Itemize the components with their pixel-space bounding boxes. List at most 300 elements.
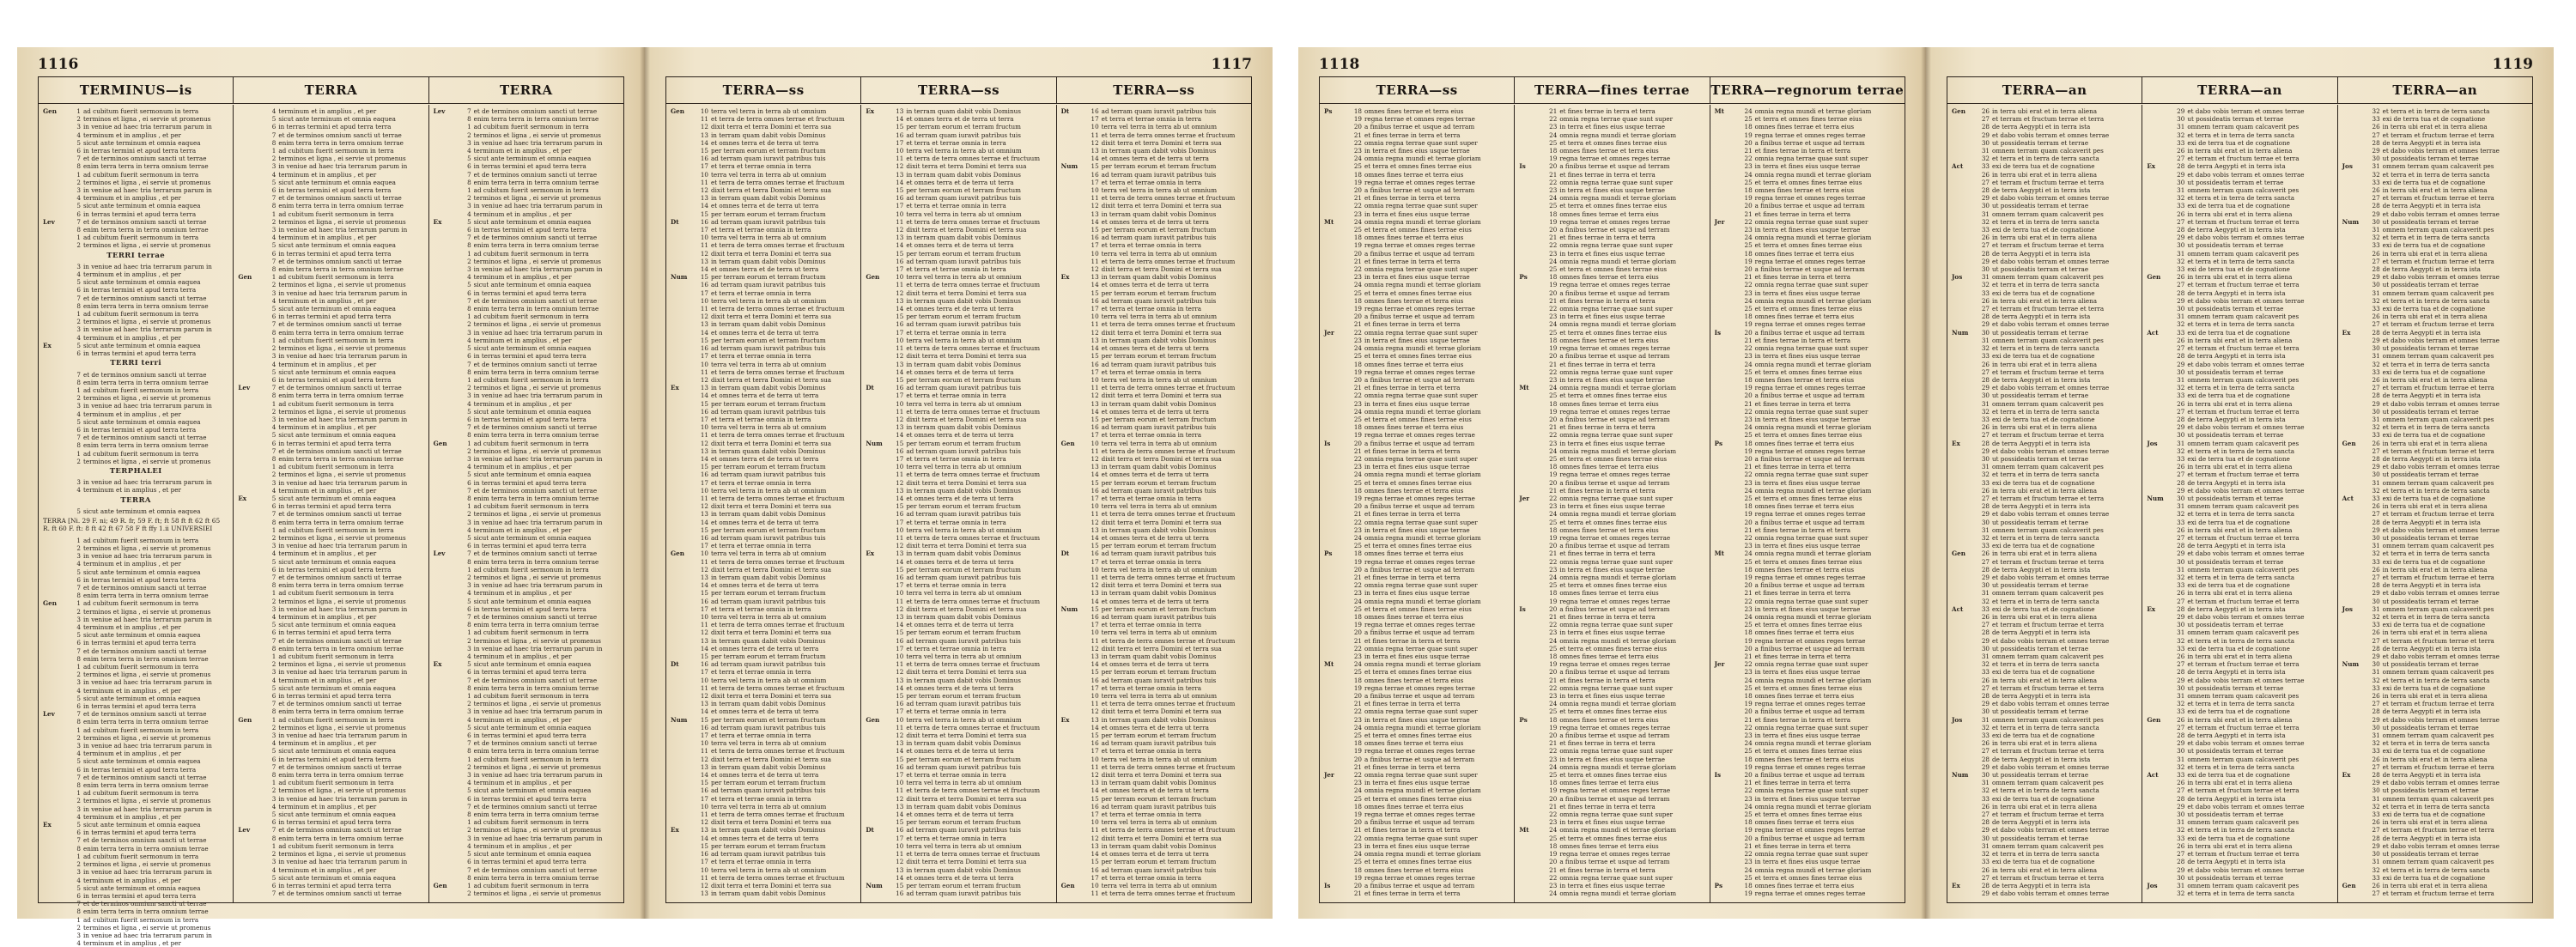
concordance-line [238, 510, 423, 518]
context-text: et fines terrae in terra et terra [1559, 549, 1656, 558]
concordance-line [238, 400, 423, 408]
context-text: et dabo vobis terram et omnes terrae [2187, 802, 2305, 810]
concordance-line [671, 621, 856, 628]
context-text: in terra ubi erat et in terra aliena [1992, 549, 2098, 558]
context-text: et de terminos omnium sancti ut terrae [83, 900, 207, 908]
concordance-line [1519, 384, 1704, 392]
verse-number: 28 [2372, 518, 2380, 526]
concordance-line [1715, 835, 1900, 842]
concordance-line [434, 368, 619, 376]
verse-number: 12 [1091, 392, 1099, 400]
context-text: et omnes terra et de terra ut terra [1101, 597, 1209, 605]
context-text: et omnes terra et de terra ut terra [906, 115, 1014, 124]
verse-number: 21 [1549, 739, 1558, 748]
context-text: et terram et fructum terrae et terra [2187, 217, 2300, 226]
concordance-line [2147, 677, 2332, 684]
concordance-line [238, 700, 423, 707]
verse-number: 32 [2372, 360, 2380, 368]
concordance-line [43, 599, 228, 607]
concordance-line [866, 558, 1051, 566]
context-text: terminos et ligna , ei servie ut promenus [278, 660, 406, 669]
verse-number: 29 [1981, 446, 1990, 455]
verse-number: 23 [1744, 352, 1753, 361]
context-text: regna terrae et omnes reges terrae [1754, 826, 1866, 835]
context-text: et de terminos omnium sancti ut terrae [278, 446, 402, 455]
context-text: regna terrae et omnes reges terrae [1364, 873, 1475, 882]
concordance-line [1061, 534, 1247, 542]
concordance-line [2147, 589, 2332, 597]
concordance-line [434, 613, 619, 621]
verse-number: 3 [271, 731, 276, 740]
verse-number: 3 [271, 226, 276, 234]
context-text: ad terram quam iuravit patribus tuis [711, 281, 826, 289]
verse-number: 33 [1981, 858, 1990, 866]
context-text: dixit terra et terra Domini et terra sua [711, 755, 832, 763]
verse-number: 23 [1744, 542, 1753, 550]
verse-number: 22 [1744, 407, 1753, 416]
verse-number: 4 [467, 147, 471, 155]
concordance-line [43, 797, 228, 804]
verse-number: 25 [1353, 352, 1362, 361]
context-text: a finibus terrae et usque ad terram [1754, 518, 1865, 526]
verse-number: 3 [76, 186, 81, 195]
verse-number: 14 [1091, 597, 1099, 605]
concordance-line [1324, 684, 1510, 692]
context-text: et fines terrae in terra et terra [1364, 131, 1461, 139]
concordance-line [238, 826, 423, 834]
context-text: in terra et fines eius usque terrae [1364, 336, 1470, 344]
concordance-line [434, 707, 619, 715]
concordance-line [43, 576, 228, 584]
verse-number: 5 [271, 494, 276, 502]
context-text: in terra et fines eius usque terrae [1754, 415, 1861, 423]
context-text: in terram quam dabit vobis Dominus [711, 194, 826, 203]
context-text: omnia regna terrae quae sunt super [1364, 392, 1478, 400]
verse-number: 1 [271, 336, 276, 344]
context-text: terminum et in amplius , et per [473, 653, 572, 661]
concordance-line [1061, 218, 1247, 226]
concordance-line [1952, 202, 2137, 209]
verse-number: 21 [1744, 147, 1753, 155]
verse-number: 11 [700, 873, 708, 882]
concordance-line [2342, 795, 2528, 803]
context-text: enim terra terra in terra omnium terrae [473, 747, 599, 756]
verse-number: 3 [271, 668, 276, 677]
context-text: ad terram quam iuravit patribus tuis [906, 257, 1021, 265]
verse-number: 19 [1549, 723, 1558, 731]
context-text: et terra et terrae omnia in terra [906, 771, 1006, 780]
context-text: terminum et in amplius , et per [473, 399, 572, 408]
context-text: terra vel terra in terra ab ut omnium [1101, 313, 1218, 321]
context-text: dixit terra et terra Domini et terra sua [906, 668, 1027, 677]
concordance-line [434, 455, 619, 463]
context-text: in veniue ad haec tria terrarum parum in [83, 123, 212, 131]
concordance-line [671, 589, 856, 597]
concordance-line [1519, 589, 1704, 597]
book-reference: Act [2147, 771, 2159, 780]
concordance-line [1715, 107, 1900, 115]
context-text: et terra et terrae omnia in terra [711, 604, 811, 613]
concordance-line [2342, 265, 2528, 273]
context-text: et omnes terra et de terra ut terra [711, 518, 819, 526]
context-text: regna terrae et omnes reges terrae [1364, 621, 1475, 629]
verse-number: 14 [700, 138, 708, 147]
verse-number: 6 [271, 123, 276, 131]
concordance-column [39, 105, 233, 947]
verse-number: 33 [2372, 494, 2380, 502]
verse-number: 29 [2177, 296, 2185, 305]
context-text: sicut ante terminum et omnia eaquea [473, 281, 592, 289]
concordance-line [2147, 297, 2332, 305]
context-text: exi de terra tua et de cognatione [2382, 241, 2486, 250]
context-text: et terra et terrae omnia in terra [906, 328, 1006, 337]
column-heading: TERRA [233, 77, 428, 103]
verse-number: 16 [1091, 170, 1099, 179]
context-text: et terra de terra omnes terrae et fructuum [1101, 131, 1236, 139]
context-text: regna terrae et omnes reges terrae [1364, 241, 1475, 250]
concordance-line [1061, 889, 1247, 897]
verse-number: 23 [1353, 841, 1362, 850]
context-text: in terras termini et apud terra terra [83, 286, 197, 294]
verse-number: 24 [1549, 320, 1558, 329]
concordance-line [671, 731, 856, 739]
verse-number: 23 [1549, 628, 1558, 637]
concordance-line [1061, 668, 1247, 676]
context-text: terminos et ligna , ei servie ut promenus [278, 155, 406, 163]
verse-number: 5 [271, 810, 276, 819]
verse-number: 23 [1549, 692, 1558, 701]
verse-number: 19 [1744, 889, 1753, 898]
verse-number: 4 [467, 399, 471, 408]
verse-number: 10 [700, 107, 708, 115]
verse-number: 5 [76, 417, 81, 426]
context-text: exi de terra tua et de cognatione [2382, 621, 2486, 629]
context-text: et fines terrae in terra et terra [1559, 234, 1656, 242]
context-text: in terram quam dabit vobis Dominus [711, 889, 826, 898]
book-reference: Num [1952, 328, 1969, 337]
context-text: ad cubitum fuerit sermonum in terra [83, 789, 199, 798]
concordance-line [1952, 376, 2137, 384]
context-text: sicut ante terminum et omnia eaquea [83, 341, 201, 349]
verse-number: 12 [896, 415, 904, 423]
context-text: sicut ante terminum et omnia eaquea [473, 597, 592, 605]
concordance-line [43, 270, 228, 278]
context-text: in terra et fines eius usque terrae [1559, 628, 1665, 637]
context-text: et terra de terra omnes terrae et fructuum [1101, 257, 1236, 265]
concordance-line [1715, 423, 1900, 431]
context-text: ut possideatis terram et terrae [1992, 265, 2089, 274]
context-text: et terra de terra omnes terrae et fructuum [711, 557, 845, 566]
concordance-line [2342, 526, 2528, 534]
verse-number: 16 [700, 470, 708, 479]
concordance-line [2342, 826, 2528, 834]
concordance-line [1324, 731, 1510, 739]
concordance-line [43, 877, 228, 884]
context-text: in terram quam dabit vobis Dominus [1101, 525, 1217, 534]
verse-number: 21 [1353, 573, 1362, 581]
verse-number: 19 [1744, 826, 1753, 835]
concordance-line [2342, 495, 2528, 502]
concordance-line [43, 750, 228, 757]
verse-number: 10 [700, 739, 708, 748]
context-text: et omnes terra et de terra ut terra [1101, 155, 1209, 163]
book-reference: Gen [238, 715, 252, 724]
concordance-line [671, 574, 856, 581]
concordance-line [434, 408, 619, 416]
context-text: enim terra terra in terra omnium terrae [278, 707, 404, 716]
concordance-line [866, 265, 1051, 273]
context-text: ut possideatis terram et terrae [1992, 707, 2089, 716]
concordance-line [238, 858, 423, 865]
verse-number: 25 [1549, 454, 1558, 463]
context-text: in terra ubi erat et in terra aliena [2187, 147, 2293, 155]
context-text: omnia regna terrae quae sunt super [1754, 723, 1868, 731]
context-text: in terra ubi erat et in terra aliena [1992, 865, 2098, 874]
concordance-line [1324, 660, 1510, 668]
verse-number: 15 [896, 818, 904, 827]
context-text: et terra et terrae omnia in terra [906, 265, 1006, 274]
concordance-line [2147, 803, 2332, 810]
context-text: in terram quam dabit vobis Dominus [906, 107, 1021, 115]
verse-number: 24 [1353, 786, 1362, 795]
verse-number: 19 [1549, 660, 1558, 669]
verse-number: 15 [896, 186, 904, 195]
context-text: et terra et in terra de terra sancta [2187, 889, 2295, 898]
verse-number: 28 [2372, 581, 2380, 590]
concordance-line [2147, 684, 2332, 692]
concordance-line [434, 352, 619, 360]
context-text: terminum et in amplius , et per [83, 486, 181, 495]
context-text: exi de terra tua et de cognatione [2382, 115, 2486, 124]
book-reference: Jer [1714, 217, 1725, 226]
concordance-line [1519, 882, 1704, 889]
verse-number: 27 [1981, 241, 1990, 250]
context-text: et omnes terra et de terra ut terra [906, 431, 1014, 440]
concordance-line [1519, 186, 1704, 194]
context-text: et de terminos omnium sancti ut terrae [278, 573, 402, 581]
concordance-line [1324, 265, 1510, 273]
context-text: et fines terrae in terra et terra [1364, 700, 1461, 708]
concordance-line [2342, 440, 2528, 447]
context-text: in veniue ad haec tria terrarum parum in [278, 542, 408, 550]
concordance-line [1061, 598, 1247, 605]
concordance-line [43, 900, 228, 908]
concordance-line [1952, 818, 2137, 826]
context-text: et terra et terrae omnia in terra [1101, 115, 1202, 124]
context-text: et terra et terrae omnia in terra [711, 668, 811, 677]
verse-number: 7 [76, 434, 81, 442]
context-text: et terra et terrae omnia in terra [1101, 810, 1202, 819]
context-text: de terra Aegypti et in terra ista [2382, 644, 2481, 653]
context-text: terminum et in amplius , et per [473, 525, 572, 534]
context-text: de terra Aegypti et in terra ista [2382, 834, 2481, 842]
verse-number: 26 [1981, 676, 1990, 684]
concordance-line [1061, 739, 1247, 747]
concordance-line [2147, 250, 2332, 258]
book-reference: Ex [1952, 881, 1960, 889]
context-text: regna terrae et omnes reges terrae [1559, 344, 1671, 353]
concordance-line [2147, 431, 2332, 439]
verse-number: 14 [700, 834, 708, 842]
context-text: in veniue ad haec tria terrarum parum in [278, 794, 408, 803]
concordance-line [2342, 700, 2528, 707]
context-text: et terra et omnes fines terrae eius [1754, 367, 1862, 376]
book-reference: Dt [1060, 107, 1070, 115]
concordance-line [1952, 289, 2137, 297]
context-text: et terra et in terra de terra sancta [1992, 597, 2099, 605]
verse-number: 7 [271, 889, 276, 898]
context-text: omnes fines terrae et terra eius [1559, 209, 1659, 218]
concordance-line [43, 718, 228, 725]
verse-number: 14 [1091, 155, 1099, 163]
concordance-line [1519, 258, 1704, 265]
verse-number: 31 [1981, 399, 1990, 408]
concordance-line [1715, 210, 1900, 218]
concordance-line [2342, 455, 2528, 463]
verse-number: 11 [1091, 131, 1099, 139]
book-reference: Ex [2147, 604, 2156, 613]
context-text: in veniue ad haec tria terrarum parum in [278, 352, 408, 361]
book-reference: Ex [1060, 273, 1070, 282]
concordance-line [1952, 621, 2137, 628]
concordance-line [238, 558, 423, 566]
concordance-line [1061, 621, 1247, 628]
context-text: in terra et fines eius usque terrae [1559, 123, 1665, 131]
concordance-line [1519, 724, 1704, 731]
context-text: omnia regna terrae quae sunt super [1559, 873, 1674, 882]
context-text: et omnes terra et de terra ut terra [906, 810, 1014, 819]
verse-number: 27 [1981, 810, 1990, 819]
concordance-line [1952, 344, 2137, 352]
context-text: et terra et in terra de terra sancta [2382, 865, 2490, 874]
context-text: a finibus terrae et usque ad terram [1754, 328, 1865, 337]
concordance-line [1061, 677, 1247, 684]
verse-number: 4 [467, 336, 471, 344]
verse-number: 14 [896, 810, 904, 819]
context-text: enim terra terra in terra omnium terrae [83, 226, 209, 234]
context-text: sicut ante terminum et omnia eaquea [83, 757, 201, 766]
concordance-line [238, 376, 423, 384]
context-text: ut possideatis terram et terrae [2187, 241, 2284, 250]
context-text: regna terrae et omnes reges terrae [1754, 510, 1866, 519]
concordance-line [2147, 763, 2332, 771]
context-text: in terra et fines eius usque terrae [1754, 288, 1861, 297]
verse-number: 5 [467, 344, 471, 353]
context-text: et omnes terra et de terra ut terra [1101, 533, 1209, 542]
context-text: in terra et fines eius usque terrae [1754, 731, 1861, 740]
concordance-line [1519, 803, 1704, 810]
verse-number: 16 [700, 660, 708, 669]
context-text: sicut ante terminum et omnia eaquea [278, 621, 396, 629]
concordance-line [43, 734, 228, 742]
concordance-line [1061, 858, 1247, 865]
concordance-line [238, 842, 423, 850]
concordance-line [1324, 131, 1510, 139]
verse-number: 26 [2177, 399, 2185, 408]
concordance-line [2147, 771, 2332, 779]
verse-number: 13 [896, 676, 904, 684]
context-text: omnem terram quam calcaverit pes [1992, 209, 2104, 218]
context-text: omnem terram quam calcaverit pes [2382, 858, 2494, 866]
verse-number: 32 [1981, 407, 1990, 416]
concordance-line [1324, 463, 1510, 470]
context-text: et terra et terrae omnia in terra [1101, 431, 1202, 440]
concordance-line [434, 234, 619, 241]
verse-number: 22 [1353, 328, 1362, 337]
concordance-line [1715, 297, 1900, 305]
verse-number: 30 [1981, 265, 1990, 274]
verse-number: 18 [1549, 399, 1558, 408]
concordance-line [1715, 637, 1900, 645]
context-text: dixit terra et terra Domini et terra sua [1101, 454, 1222, 463]
context-text: per terram eorum et terram fructum [711, 209, 826, 218]
concordance-line [2342, 162, 2528, 170]
concordance-line [238, 724, 423, 731]
concordance-line [43, 123, 228, 131]
concordance-line [2342, 502, 2528, 510]
verse-number: 10 [896, 779, 904, 787]
context-text: enim terra terra in terra omnium terrae [473, 494, 599, 502]
running-heads [1947, 77, 2532, 104]
context-text: omnia regna terrae quae sunt super [1559, 115, 1674, 124]
context-text: terra vel terra in terra ab ut omnium [906, 525, 1022, 534]
concordance-line [434, 320, 619, 328]
context-text: per terram eorum et terram fructum [906, 565, 1021, 574]
context-text: ut possideatis terram et terrae [2382, 786, 2479, 795]
concordance-line [2342, 842, 2528, 850]
context-text: per terram eorum et terram fructum [711, 779, 826, 787]
context-text: in terra ubi erat et in terra aliena [2187, 525, 2293, 534]
verse-number: 28 [2372, 328, 2380, 337]
context-text: ad terram quam iuravit patribus tuis [1101, 296, 1217, 305]
concordance-line [1952, 258, 2137, 265]
context-text: et terra de terra omnes terrae et fructuum [906, 281, 1041, 289]
verse-number: 31 [2372, 226, 2380, 234]
verse-number: 6 [76, 425, 81, 434]
verse-number: 27 [2372, 446, 2380, 455]
context-text: et terra et terrae omnia in terra [906, 454, 1006, 463]
verse-number: 20 [1549, 731, 1558, 740]
concordance-line [2147, 479, 2332, 487]
verse-number: 1 [467, 375, 471, 384]
context-text: ad cubitum fuerit sermonum in terra [473, 313, 589, 321]
verse-number: 10 [1091, 375, 1099, 384]
concordance-line [1519, 653, 1704, 660]
context-text: terminum et in amplius , et per [83, 876, 181, 884]
context-text: de terra Aegypti et in terra ista [2187, 162, 2286, 171]
book-reference: Jos [1952, 715, 1963, 724]
context-text: et terra de terra omnes terrae et fructuum [1101, 826, 1236, 835]
verse-number: 33 [2372, 810, 2380, 819]
verse-number: 11 [896, 155, 904, 163]
verse-number: 22 [1549, 683, 1558, 692]
concordance-line [238, 155, 423, 162]
verse-number: 18 [1549, 463, 1558, 471]
concordance-line [238, 241, 423, 249]
concordance-line [2147, 123, 2332, 131]
context-text: ut possideatis terram et terrae [1992, 328, 2089, 337]
context-text: et terram et fructum terrae et terra [1992, 810, 2105, 819]
context-text: per terram eorum et terram fructum [906, 755, 1021, 763]
concordance-line [671, 487, 856, 495]
concordance-line [1324, 786, 1510, 794]
verse-number: 1 [76, 385, 81, 394]
verse-number: 1 [271, 463, 276, 471]
verse-number: 21 [1744, 463, 1753, 471]
context-text: et fines terrae in terra et terra [1754, 779, 1851, 787]
concordance-line [2342, 392, 2528, 399]
verse-number: 7 [467, 613, 471, 621]
